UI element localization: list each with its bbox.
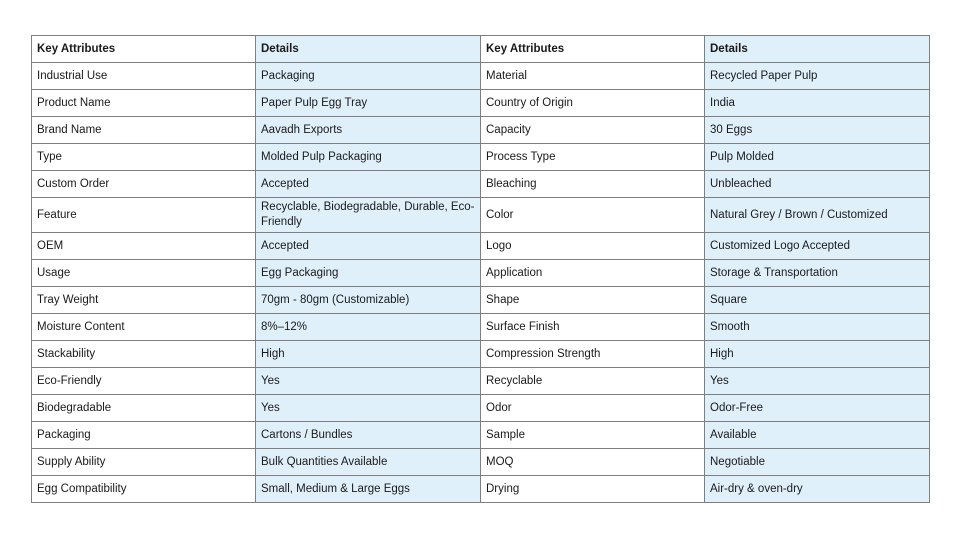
detail-cell: Yes — [705, 368, 930, 395]
attribute-cell: Type — [32, 144, 256, 171]
attribute-cell: Egg Compatibility — [32, 476, 256, 503]
attribute-cell: Packaging — [32, 422, 256, 449]
attribute-cell: Supply Ability — [32, 449, 256, 476]
attribute-cell: Bleaching — [481, 171, 705, 198]
attribute-cell: Industrial Use — [32, 63, 256, 90]
detail-cell: 70gm - 80gm (Customizable) — [256, 287, 481, 314]
attribute-cell: Eco-Friendly — [32, 368, 256, 395]
detail-cell: Accepted — [256, 233, 481, 260]
table-body — [32, 63, 930, 503]
table-row — [32, 449, 930, 476]
detail-cell: Paper Pulp Egg Tray — [256, 90, 481, 117]
detail-cell: High — [705, 341, 930, 368]
detail-cell: Recycled Paper Pulp — [705, 63, 930, 90]
attribute-cell: Logo — [481, 233, 705, 260]
detail-cell: Accepted — [256, 171, 481, 198]
table-row — [32, 314, 930, 341]
detail-cell: Pulp Molded — [705, 144, 930, 171]
detail-cell: High — [256, 341, 481, 368]
table-row — [32, 90, 930, 117]
table-row — [32, 117, 930, 144]
detail-cell: Odor-Free — [705, 395, 930, 422]
detail-cell: Cartons / Bundles — [256, 422, 481, 449]
detail-cell: Available — [705, 422, 930, 449]
detail-cell: Customized Logo Accepted — [705, 233, 930, 260]
table-row — [32, 395, 930, 422]
detail-cell: Small, Medium & Large Eggs — [256, 476, 481, 503]
attribute-cell: Surface Finish — [481, 314, 705, 341]
detail-cell: Air-dry & oven-dry — [705, 476, 930, 503]
attribute-cell: OEM — [32, 233, 256, 260]
table-row — [32, 368, 930, 395]
detail-cell: Natural Grey / Brown / Customized — [705, 198, 930, 233]
table-row — [32, 341, 930, 368]
detail-cell: Molded Pulp Packaging — [256, 144, 481, 171]
attribute-cell: Feature — [32, 198, 256, 233]
attribute-cell: Recyclable — [481, 368, 705, 395]
detail-cell: Storage & Transportation — [705, 260, 930, 287]
detail-cell: Unbleached — [705, 171, 930, 198]
detail-cell: Packaging — [256, 63, 481, 90]
table-row — [32, 260, 930, 287]
attribute-cell: Usage — [32, 260, 256, 287]
detail-cell: India — [705, 90, 930, 117]
detail-cell: Smooth — [705, 314, 930, 341]
detail-cell: Square — [705, 287, 930, 314]
table-row — [32, 144, 930, 171]
attribute-cell: Country of Origin — [481, 90, 705, 117]
attribute-cell: Biodegradable — [32, 395, 256, 422]
detail-cell: Negotiable — [705, 449, 930, 476]
detail-cell: 30 Eggs — [705, 117, 930, 144]
attribute-cell: Custom Order — [32, 171, 256, 198]
attribute-cell: Tray Weight — [32, 287, 256, 314]
attribute-cell: Sample — [481, 422, 705, 449]
table-row — [32, 287, 930, 314]
detail-cell: Bulk Quantities Available — [256, 449, 481, 476]
detail-cell: Egg Packaging — [256, 260, 481, 287]
header-key-attributes-left: Key Attributes — [32, 36, 256, 63]
header-key-attributes-right: Key Attributes — [481, 36, 705, 63]
table-row — [32, 233, 930, 260]
attributes-table — [31, 35, 930, 503]
detail-cell: Yes — [256, 395, 481, 422]
attribute-cell: Brand Name — [32, 117, 256, 144]
attribute-cell: Color — [481, 198, 705, 233]
detail-cell: Recyclable, Biodegradable, Durable, Eco-Friendly — [256, 198, 481, 233]
table-row — [32, 476, 930, 503]
detail-cell: Aavadh Exports — [256, 117, 481, 144]
header-details-left: Details — [256, 36, 481, 63]
attribute-cell: Shape — [481, 287, 705, 314]
attribute-cell: Compression Strength — [481, 341, 705, 368]
attribute-cell: Drying — [481, 476, 705, 503]
table-row — [32, 63, 930, 90]
attribute-cell: Odor — [481, 395, 705, 422]
table-row — [32, 422, 930, 449]
attribute-cell: Material — [481, 63, 705, 90]
table-row — [32, 171, 930, 198]
detail-cell: Yes — [256, 368, 481, 395]
attribute-cell: Product Name — [32, 90, 256, 117]
attribute-cell: Process Type — [481, 144, 705, 171]
header-details-right: Details — [705, 36, 930, 63]
table-row — [32, 198, 930, 233]
attribute-cell: Moisture Content — [32, 314, 256, 341]
detail-cell: 8%–12% — [256, 314, 481, 341]
attribute-cell: Stackability — [32, 341, 256, 368]
table-header-row — [32, 36, 930, 63]
attribute-cell: Application — [481, 260, 705, 287]
attribute-cell: Capacity — [481, 117, 705, 144]
attribute-cell: MOQ — [481, 449, 705, 476]
